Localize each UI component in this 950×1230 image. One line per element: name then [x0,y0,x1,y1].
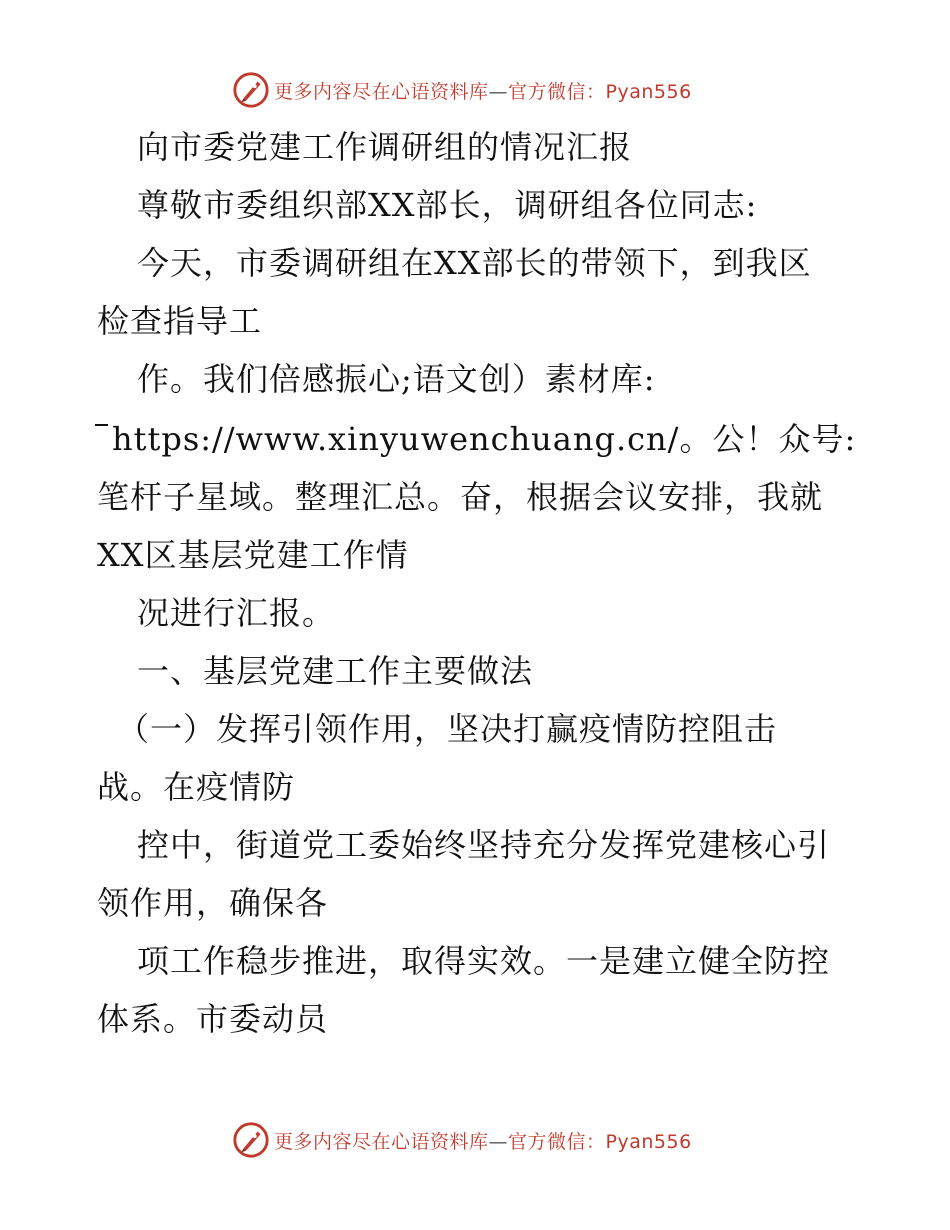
watermark-text [274,77,692,104]
paragraph-line: 况进行汇报。 [137,594,336,632]
watermark-wechat-label: 官方微信： [508,1130,606,1153]
watermark-site-text: 更多内容尽在心语资料库 [274,80,489,103]
subsection-heading: （一）发挥引领作用，坚决打赢疫情防控阻击 [117,710,778,748]
paragraph-line: 作。我们倍感振心;语文创）素材库: [137,360,656,398]
quill-pen-logo-icon [232,1121,270,1159]
header-watermark [232,70,692,110]
paragraph-line: 战。在疫情防 [97,768,296,806]
paragraph-line: 领作用，确保各 [97,884,329,922]
section-heading: 一、基层党建工作主要做法 [137,652,534,690]
document-title: 向市委党建工作调研组的情况汇报 [137,128,633,166]
paragraph-line: XX区基层党建工作情 [97,536,409,574]
paragraph-line: 体系。市委动员 [97,1000,329,1038]
salutation-line: 尊敬市委组织部XX部长，调研组各位同志: [137,186,758,224]
paragraph-line: 笔杆子星域。整理汇总。奋，根据会议安排，我就 [97,478,824,516]
watermark-separator: — [488,80,509,103]
paragraph-line: 项工作稳步推进，取得实效。一是建立健全防控 [137,942,831,980]
paragraph-line: 今天，市委调研组在XX部长的带领下，到我区 [137,244,812,282]
quill-pen-logo-icon [232,71,270,109]
footer-watermark [232,1120,692,1160]
watermark-site-text: 更多内容尽在心语资料库 [274,1130,489,1153]
watermark-text [274,1127,692,1154]
paragraph-line: 控中，街道党工委始终坚持充分发挥党建核心引 [137,826,831,864]
watermark-wechat-label: 官方微信： [508,80,606,103]
paragraph-line: 检查指导工 [97,302,263,340]
watermark-separator: — [488,1130,509,1153]
url-line: https://www.xinyuwenchuang.cn/。公！众号: [112,420,857,458]
watermark-wechat-account: Pyan556 [605,1130,692,1153]
watermark-wechat-account: Pyan556 [605,80,692,103]
stray-mark [95,424,108,426]
